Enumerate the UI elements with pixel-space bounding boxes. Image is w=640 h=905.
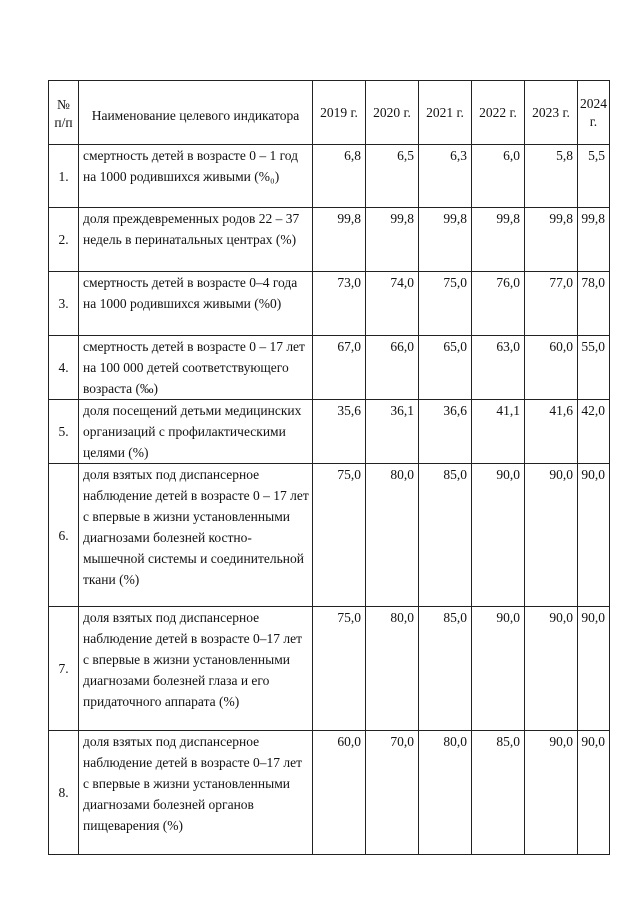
header-year-2023: 2023 г. (525, 81, 578, 145)
value-2021: 85,0 (419, 607, 472, 731)
value-2020: 66,0 (366, 336, 419, 400)
value-2023: 60,0 (525, 336, 578, 400)
header-year-2024: 2024 г. (578, 81, 610, 145)
value-2021: 75,0 (419, 272, 472, 336)
header-indicator-name: Наименование целевого индикатора (79, 81, 313, 145)
table-row (49, 145, 610, 208)
value-2020: 74,0 (366, 272, 419, 336)
value-2023: 90,0 (525, 731, 578, 855)
value-2024: 42,0 (578, 400, 610, 464)
value-2021: 80,0 (419, 731, 472, 855)
value-2020: 6,5 (366, 145, 419, 208)
value-2019: 75,0 (313, 464, 366, 607)
value-2022: 99,8 (472, 208, 525, 272)
row-number: 3. (49, 272, 79, 336)
value-2019: 6,8 (313, 145, 366, 208)
indicator-name: доля преждевременных родов 22 – 37 недель в перинатальных центрах (%) (79, 208, 313, 272)
header-year-2019: 2019 г. (313, 81, 366, 145)
value-2024: 90,0 (578, 464, 610, 607)
indicator-name: доля взятых под диспансерное наблюдение детей в возрасте 0–17 лет с впервые в жизни установленными диагнозами болезней глаза и его придаточного аппарата (%) (79, 607, 313, 731)
value-2019: 73,0 (313, 272, 366, 336)
header-year-2022: 2022 г. (472, 81, 525, 145)
row-number: 4. (49, 336, 79, 400)
row-number: 6. (49, 464, 79, 607)
value-2019: 35,6 (313, 400, 366, 464)
table-row (49, 336, 610, 400)
table-row (49, 464, 610, 607)
value-2020: 80,0 (366, 607, 419, 731)
value-2019: 99,8 (313, 208, 366, 272)
value-2020: 70,0 (366, 731, 419, 855)
value-2022: 41,1 (472, 400, 525, 464)
header-year-2020: 2020 г. (366, 81, 419, 145)
value-2021: 65,0 (419, 336, 472, 400)
value-2019: 75,0 (313, 607, 366, 731)
table-header-row (49, 81, 610, 145)
value-2019: 60,0 (313, 731, 366, 855)
row-number: 1. (49, 145, 79, 208)
value-2023: 77,0 (525, 272, 578, 336)
value-2021: 99,8 (419, 208, 472, 272)
row-number: 5. (49, 400, 79, 464)
indicator-name: смертность детей в возрасте 0 – 17 лет на 100 000 детей соответствующего возраста (‰) (79, 336, 313, 400)
value-2022: 6,0 (472, 145, 525, 208)
row-number: 7. (49, 607, 79, 731)
indicator-name: доля посещений детьми медицинских организаций с профилактическими целями (%) (79, 400, 313, 464)
value-2022: 90,0 (472, 607, 525, 731)
header-year-2021: 2021 г. (419, 81, 472, 145)
value-2020: 80,0 (366, 464, 419, 607)
value-2023: 90,0 (525, 607, 578, 731)
value-2024: 78,0 (578, 272, 610, 336)
value-2023: 99,8 (525, 208, 578, 272)
value-2021: 36,6 (419, 400, 472, 464)
value-2023: 41,6 (525, 400, 578, 464)
target-indicators-table (48, 80, 610, 855)
value-2024: 90,0 (578, 731, 610, 855)
value-2024: 5,5 (578, 145, 610, 208)
value-2019: 67,0 (313, 336, 366, 400)
value-2024: 55,0 (578, 336, 610, 400)
indicator-name: доля взятых под диспансерное наблюдение детей в возрасте 0 – 17 лет с впервые в жизни установленными диагнозами болезней костно-мышечной системы и соединительной ткани (%) (79, 464, 313, 607)
indicator-name: доля взятых под диспансерное наблюдение детей в возрасте 0–17 лет с впервые в жизни установленными диагнозами болезней органов пищеварения (%) (79, 731, 313, 855)
value-2020: 36,1 (366, 400, 419, 464)
table-row (49, 607, 610, 731)
value-2022: 90,0 (472, 464, 525, 607)
value-2021: 6,3 (419, 145, 472, 208)
value-2024: 99,8 (578, 208, 610, 272)
value-2023: 5,8 (525, 145, 578, 208)
value-2020: 99,8 (366, 208, 419, 272)
row-number: 8. (49, 731, 79, 855)
value-2022: 63,0 (472, 336, 525, 400)
indicator-name: смертность детей в возрасте 0–4 года на 1000 родившихся живыми (%0) (79, 272, 313, 336)
row-number: 2. (49, 208, 79, 272)
value-2021: 85,0 (419, 464, 472, 607)
value-2023: 90,0 (525, 464, 578, 607)
value-2022: 85,0 (472, 731, 525, 855)
table-row (49, 400, 610, 464)
value-2024: 90,0 (578, 607, 610, 731)
indicator-name: смертность детей в возрасте 0 – 1 год на 1000 родившихся живыми (%₀) (79, 145, 313, 208)
header-number: № п/п (49, 81, 79, 145)
value-2022: 76,0 (472, 272, 525, 336)
table-row (49, 731, 610, 855)
table-row (49, 208, 610, 272)
table-row (49, 272, 610, 336)
